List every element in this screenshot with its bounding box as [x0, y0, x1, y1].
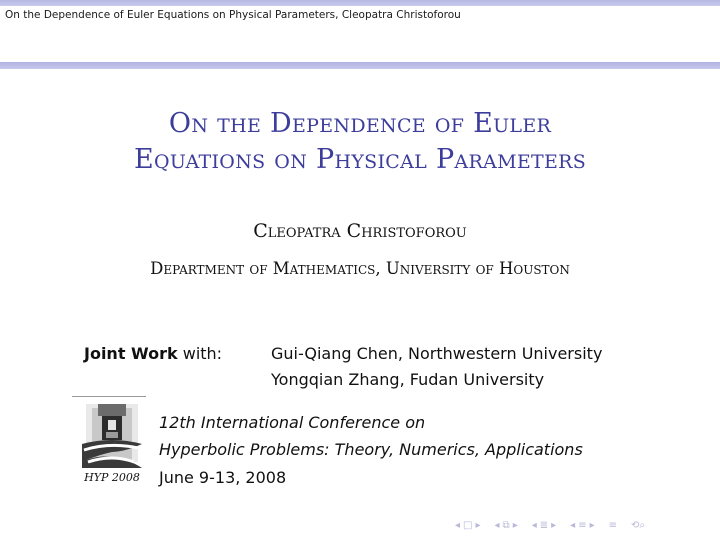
- logo-rule: [72, 396, 146, 397]
- collaborator-2: Yongqian Zhang, Fudan University: [271, 370, 545, 389]
- nav-frame-icon[interactable]: □: [463, 520, 473, 531]
- nav-first-frame-icon[interactable]: ◂: [455, 520, 461, 531]
- slide-title-line2: Equations on Physical Parameters: [133, 144, 587, 175]
- nav-next-section-icon[interactable]: ▸: [551, 520, 557, 531]
- nav-section-icon[interactable]: ≣: [539, 520, 549, 531]
- nav-prev-section-icon[interactable]: ◂: [531, 520, 537, 531]
- conference-line-1: 12th International Conference on: [159, 413, 426, 432]
- nav-subsection-icon[interactable]: ⧉: [502, 520, 510, 531]
- nav-align-icon[interactable]: ≡: [608, 520, 618, 531]
- hyp2008-logo: [72, 398, 152, 488]
- nav-prev-part-icon[interactable]: ◂: [570, 520, 576, 531]
- joint-work-with: with:: [177, 344, 223, 363]
- affiliation: Department of Mathematics, University of Houston: [150, 259, 570, 278]
- nav-search-icon[interactable]: ⟲⌕: [631, 520, 645, 531]
- nav-part-icon[interactable]: ≡: [578, 520, 587, 531]
- running-title: On the Dependence of Euler Equations on Physical Parameters, Cleopatra Christoforou: [5, 9, 461, 21]
- slide-title-line1: On the Dependence of Euler: [168, 108, 552, 139]
- beamer-navigation-bar: [455, 519, 645, 533]
- nav-next-subsection-icon[interactable]: ▸: [512, 520, 518, 531]
- conference-dates: June 9-13, 2008: [159, 468, 287, 487]
- joint-work-bold: Joint Work: [84, 344, 178, 363]
- nav-prev-subsection-icon[interactable]: ◂: [494, 520, 500, 531]
- nav-next-frame-icon[interactable]: ▸: [475, 520, 481, 531]
- author-name: Cleopatra Christoforou: [253, 220, 467, 242]
- hyp2008-logo-graphic: [72, 398, 152, 488]
- nav-next-part-icon[interactable]: ▸: [589, 520, 595, 531]
- logo-text: HYP 2008: [84, 471, 140, 484]
- joint-work-label: [84, 344, 222, 363]
- conference-line-2: Hyperbolic Problems: Theory, Numerics, Applications: [159, 440, 583, 459]
- collaborator-1: Gui-Qiang Chen, Northwestern University: [271, 344, 603, 363]
- header-rule: [0, 62, 720, 69]
